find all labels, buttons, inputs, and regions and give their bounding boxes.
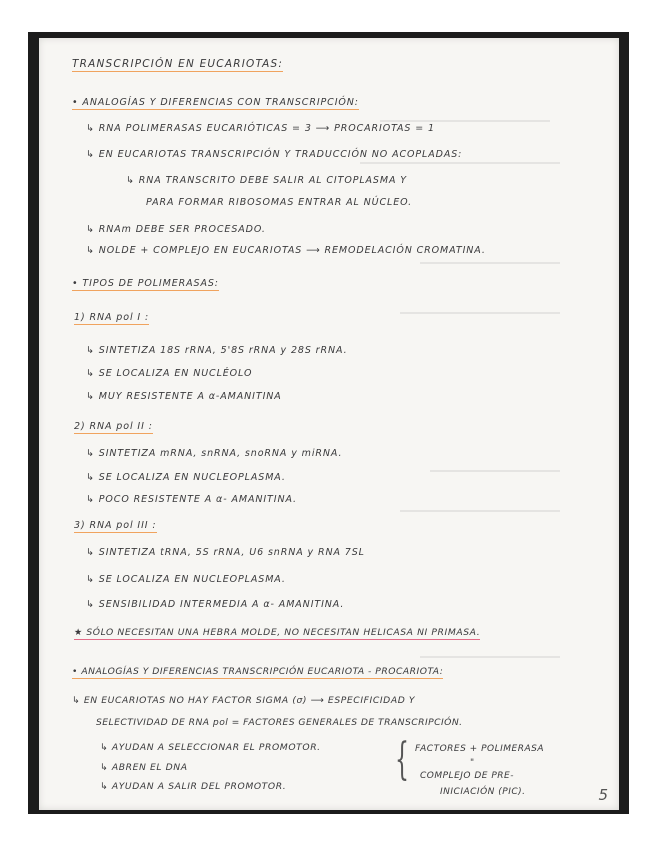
note-line: ↳ SINTETIZA mRNA, snRNA, snoRNA y miRNA. — [86, 448, 343, 459]
bleed-through-line — [400, 510, 560, 512]
note-line: ↳ MUY RESISTENTE A α-AMANITINA — [86, 391, 282, 402]
highlighted-note: ★ SÓLO NECESITAN UNA HEBRA MOLDE, NO NECESITAN HELICASA NI PRIMASA. — [74, 627, 481, 638]
note-line: FACTORES + POLIMERASA — [415, 744, 544, 754]
note-line: ↳ NOLDE + COMPLEJO EN EUCARIOTAS ⟶ REMODELACIÓN CROMATINA. — [86, 245, 486, 256]
bleed-through-line — [380, 120, 550, 122]
ditto-mark: " — [470, 758, 476, 768]
note-line: ↳ SE LOCALIZA EN NUCLÉOLO — [86, 368, 253, 379]
note-line: SELECTIVIDAD DE RNA pol = FACTORES GENERALES DE TRANSCRIPCIÓN. — [96, 717, 463, 728]
note-line: ↳ ABREN EL DNA — [100, 762, 188, 773]
note-line: ↳ AYUDAN A SELECCIONAR EL PROMOTOR. — [100, 742, 321, 753]
note-line: ↳ SINTETIZA 18S rRNA, 5'8S rRNA y 28S rRNA. — [86, 345, 348, 356]
note-line: ↳ SE LOCALIZA EN NUCLEOPLASMA. — [86, 574, 286, 585]
note-line: ↳ EN EUCARIOTAS NO HAY FACTOR SIGMA (σ) ⟶ ESPECIFICIDAD Y — [72, 695, 416, 706]
note-line: PARA FORMAR RIBOSOMAS ENTRAR AL NÚCLEO. — [146, 197, 413, 208]
note-line: ↳ RNAm DEBE SER PROCESADO. — [86, 224, 266, 235]
section-heading-analogias-euc-proc: • ANALOGÍAS Y DIFERENCIAS TRANSCRIPCIÓN EUCARIOTA - PROCARIOTA: — [72, 666, 444, 677]
note-line: ↳ SINTETIZA tRNA, 5S rRNA, U6 snRNA y RNA 7SL — [86, 547, 365, 558]
page-title: TRANSCRIPCIÓN EN EUCARIOTAS: — [72, 58, 284, 70]
subheading-rna-pol-2: 2) RNA pol II : — [74, 421, 153, 432]
note-line: ↳ SENSIBILIDAD INTERMEDIA A α- AMANITINA. — [86, 599, 345, 610]
page-number: 5 — [598, 786, 608, 804]
bleed-through-line — [420, 262, 560, 264]
note-line: ↳ RNA TRANSCRITO DEBE SALIR AL CITOPLASMA Y — [126, 175, 407, 186]
subheading-rna-pol-1: 1) RNA pol I : — [74, 312, 150, 323]
subheading-rna-pol-3: 3) RNA pol III : — [74, 520, 157, 531]
section-heading-analogias: • ANALOGÍAS Y DIFERENCIAS CON TRANSCRIPCIÓN: — [72, 97, 359, 108]
bleed-through-line — [400, 312, 560, 314]
bleed-through-line — [420, 656, 560, 658]
note-line: ↳ POCO RESISTENTE A α- AMANITINA. — [86, 494, 297, 505]
note-line: COMPLEJO DE PRE- — [420, 771, 514, 781]
note-line: ↳ AYUDAN A SALIR DEL PROMOTOR. — [100, 781, 287, 792]
bleed-through-line — [430, 470, 560, 472]
bleed-through-line — [360, 162, 560, 164]
note-line: ↳ RNA POLIMERASAS EUCARIÓTICAS = 3 ⟶ PROCARIOTAS = 1 — [86, 123, 435, 134]
note-line: ↳ SE LOCALIZA EN NUCLEOPLASMA. — [86, 472, 286, 483]
note-line: ↳ EN EUCARIOTAS TRANSCRIPCIÓN Y TRADUCCIÓN NO ACOPLADAS: — [86, 149, 463, 160]
curly-brace: { — [395, 734, 409, 785]
section-heading-tipos: • TIPOS DE POLIMERASAS: — [72, 278, 219, 289]
note-line: INICIACIÓN (PIC). — [440, 787, 526, 797]
